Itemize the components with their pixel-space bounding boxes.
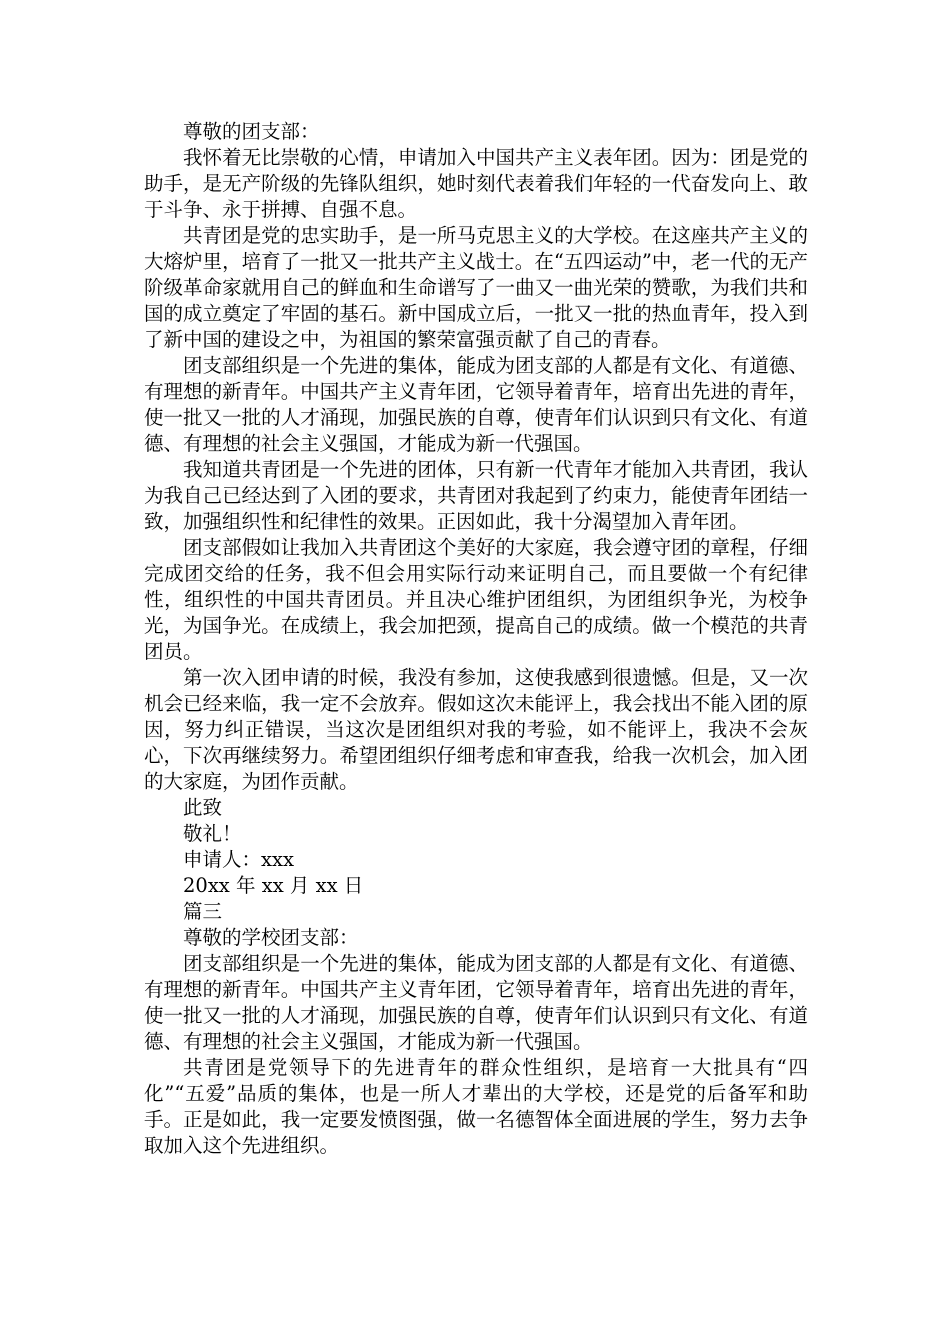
applicant-signature: 申请人：xxx [183,848,294,871]
paragraph: 团支部组织是一个先进的集体，能成为团支部的人都是有文化、有道德、有理想的新青年。中国共产主义青年团，它领导着青年，培育出先进的青年，使一批又一批的人才涌现，加强民族的自尊，使青年们认识到只有文化、有道德、有理想的社会主义强国，才能成为新一代强国。 [144,952,808,1053]
document-page [144,119,808,1159]
closing: 此致 [183,796,223,819]
paragraph: 共青团是党领导下的先进青年的群众性组织，是培育一大批具有“四化”“五爱”品质的集体，也是一所人才辈出的大学校，还是党的后备军和助手。正是如此，我一定要发愤图强，做一名德智体全面进展的学生，努力去争取加入这个先进组织。 [144,1056,808,1157]
date: 20xx 年 xx 月 xx 日 [183,874,364,897]
paragraph: 我怀着无比崇敬的心情，申请加入中国共产主义表年团。因为：团是党的助手，是无产阶级的先锋队组织，她时刻代表着我们年轻的一代奋发向上、敢于斗争、永于拼搏、自强不息。 [144,146,808,221]
section-heading: 篇三 [183,900,223,923]
paragraph: 第一次入团申请的时候，我没有参加，这使我感到很遗憾。但是，又一次机会已经来临，我一定不会放弃。假如这次未能评上，我会找出不能入团的原因，努力纠正错误，当这次是团组织对我的考验，如不能评上，我决不会灰心，下次再继续努力。希望团组织仔细考虑和审查我，给我一次机会，加入团的大家庭，为团作贡献。 [144,666,808,793]
paragraph: 我知道共青团是一个先进的团体，只有新一代青年才能加入共青团，我认为我自己已经达到了入团的要求，共青团对我起到了约束力，能使青年团结一致，加强组织性和纪律性的效果。正因如此，我十分渴望加入青年团。 [144,458,808,533]
paragraph: 团支部组织是一个先进的集体，能成为团支部的人都是有文化、有道德、有理想的新青年。中国共产主义青年团，它领导着青年，培育出先进的青年，使一批又一批的人才涌现，加强民族的自尊，使青年们认识到只有文化、有道德、有理想的社会主义强国，才能成为新一代强国。 [144,354,808,455]
paragraph: 共青团是党的忠实助手，是一所马克思主义的大学校。在这座共产主义的大熔炉里，培育了一批又一批共产主义战士。在“五四运动”中，老一代的无产阶级革命家就用自己的鲜血和生命谱写了一曲又一曲光荣的赞歌，为我们共和国的成立奠定了牢固的基石。新中国成立后，一批又一批的热血青年，投入到了新中国的建设之中，为祖国的繁荣富强贡献了自己的青春。 [144,224,808,351]
salutation: 尊敬的团支部： [183,120,320,143]
salutation: 尊敬的学校团支部： [183,926,359,949]
paragraph: 团支部假如让我加入共青团这个美好的大家庭，我会遵守团的章程，仔细完成团交给的任务，我不但会用实际行动来证明自己，而且要做一个有纪律性，组织性的中国共青团员。并且决心维护团组织，为团组织争光，为校争光，为国争光。在成绩上，我会加把颈，提高自己的成绩。做一个模范的共青团员。 [144,536,808,663]
regards: 敬礼！ [183,822,242,845]
